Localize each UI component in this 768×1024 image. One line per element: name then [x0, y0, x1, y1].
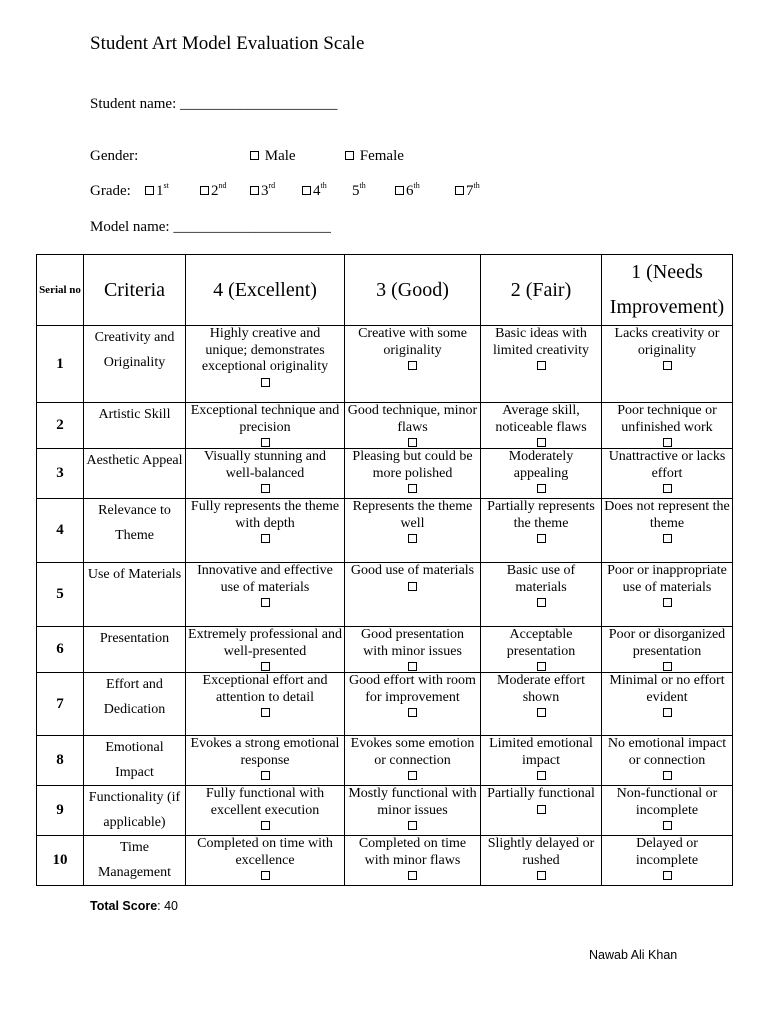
gender-row	[90, 148, 420, 168]
good-description: Represents the theme well	[352, 499, 473, 531]
good-description: Creative with some originality	[358, 326, 467, 358]
grade-option[interactable]: 6th	[395, 183, 420, 200]
good-cell	[345, 736, 481, 786]
header-good: 3 (Good)	[345, 255, 481, 326]
criteria-cell: Effort and Dedication	[84, 673, 186, 736]
fair-description: Partially represents the theme	[487, 499, 595, 531]
table-row	[37, 627, 733, 673]
checkbox-icon[interactable]	[537, 771, 546, 780]
model-name-blank[interactable]: _____________________	[173, 219, 331, 235]
checkbox-icon[interactable]	[663, 534, 672, 543]
table-row	[37, 403, 733, 449]
checkbox-icon[interactable]	[261, 484, 270, 493]
checkbox-icon[interactable]	[663, 708, 672, 717]
fair-description: Basic ideas with limited creativity	[492, 326, 590, 358]
checkbox-icon[interactable]	[345, 151, 354, 160]
fair-description: Moderate effort shown	[497, 673, 585, 705]
excellent-description: Highly creative and unique; demonstrates exceptional originality	[201, 326, 329, 374]
checkbox-icon[interactable]	[408, 821, 417, 830]
student-name-label: Student name:	[90, 96, 177, 112]
excellent-cell	[186, 326, 345, 403]
fair-cell	[481, 449, 602, 499]
checkbox-icon[interactable]	[261, 378, 270, 387]
needs-improvement-cell	[602, 736, 733, 786]
excellent-cell	[186, 786, 345, 836]
checkbox-icon[interactable]	[663, 361, 672, 370]
excellent-cell	[186, 627, 345, 673]
good-cell	[345, 403, 481, 449]
checkbox-icon[interactable]	[408, 582, 417, 591]
checkbox-icon[interactable]	[408, 771, 417, 780]
header-fair: 2 (Fair)	[481, 255, 602, 326]
criteria-cell: Artistic Skill	[84, 403, 186, 449]
fair-cell	[481, 786, 602, 836]
checkbox-icon[interactable]	[537, 805, 546, 814]
checkbox-icon[interactable]	[663, 821, 672, 830]
criteria-cell: Emotional Impact	[84, 736, 186, 786]
checkbox-icon[interactable]	[408, 484, 417, 493]
checkbox-icon[interactable]	[408, 438, 417, 447]
checkbox-icon[interactable]	[537, 708, 546, 717]
excellent-description: Extremely professional and well-presented	[188, 627, 342, 659]
grade-option[interactable]: 5th	[352, 181, 366, 199]
fair-cell	[481, 499, 602, 563]
fair-description: Partially functional	[487, 786, 595, 801]
checkbox-icon[interactable]	[537, 361, 546, 370]
checkbox-icon[interactable]	[261, 438, 270, 447]
excellent-description: Fully functional with excellent execution	[205, 786, 325, 818]
checkbox-icon[interactable]	[408, 361, 417, 370]
serial-number: 3	[37, 449, 84, 499]
needs-improvement-description: Delayed or incomplete	[635, 836, 699, 868]
table-row	[37, 786, 733, 836]
excellent-description: Exceptional effort and attention to detail	[202, 673, 328, 705]
checkbox-icon[interactable]	[261, 598, 270, 607]
excellent-cell	[186, 736, 345, 786]
checkbox-icon[interactable]	[261, 821, 270, 830]
needs-improvement-cell	[602, 563, 733, 627]
checkbox-icon[interactable]	[261, 534, 270, 543]
checkbox-icon[interactable]	[145, 186, 154, 195]
fair-description: Limited emotional impact	[489, 736, 593, 768]
checkbox-icon[interactable]	[408, 662, 417, 671]
excellent-cell	[186, 499, 345, 563]
needs-improvement-description: No emotional impact or connection	[607, 736, 727, 768]
checkbox-icon[interactable]	[537, 871, 546, 880]
gender-option-female[interactable]: Female	[345, 148, 404, 165]
total-score-label: Total Score	[90, 899, 158, 913]
checkbox-icon[interactable]	[663, 662, 672, 671]
model-name-label: Model name:	[90, 219, 170, 235]
excellent-description: Evokes a strong emotional response	[190, 736, 340, 768]
fair-cell	[481, 563, 602, 627]
checkbox-icon[interactable]	[663, 484, 672, 493]
criteria-cell: Creativity and Originality	[84, 326, 186, 403]
excellent-description: Exceptional technique and precision	[190, 403, 340, 435]
criteria-cell: Aesthetic Appeal	[84, 449, 186, 499]
needs-improvement-cell	[602, 403, 733, 449]
student-name-blank[interactable]: _____________________	[180, 96, 338, 112]
model-name-field[interactable]	[90, 219, 331, 236]
checkbox-icon[interactable]	[663, 598, 672, 607]
serial-number: 1	[37, 326, 84, 403]
serial-number: 5	[37, 563, 84, 627]
needs-improvement-cell	[602, 786, 733, 836]
good-cell	[345, 449, 481, 499]
header-needs-improvement: 1 (Needs Improvement)	[602, 255, 733, 326]
good-description: Good presentation with minor issues	[360, 627, 465, 659]
good-cell	[345, 627, 481, 673]
table-row	[37, 449, 733, 499]
excellent-description: Completed on time with excellence	[197, 836, 333, 868]
needs-improvement-cell	[602, 326, 733, 403]
header-criteria: Criteria	[84, 255, 186, 326]
serial-number: 2	[37, 403, 84, 449]
fair-description: Slightly delayed or rushed	[487, 836, 595, 868]
needs-improvement-description: Non-functional or incomplete	[616, 786, 718, 818]
total-score-value: : 40	[157, 899, 179, 913]
checkbox-icon[interactable]	[537, 598, 546, 607]
checkbox-icon[interactable]	[302, 186, 311, 195]
excellent-cell	[186, 836, 345, 886]
good-description: Good technique, minor flaws	[347, 403, 478, 435]
criteria-cell: Relevance to Theme	[84, 499, 186, 563]
checkbox-icon[interactable]	[663, 771, 672, 780]
serial-number: 10	[37, 836, 84, 886]
checkbox-icon[interactable]	[200, 186, 209, 195]
serial-number: 7	[37, 673, 84, 736]
good-description: Good effort with room for improvement	[349, 673, 476, 705]
checkbox-icon[interactable]	[261, 771, 270, 780]
needs-improvement-description: Poor technique or unfinished work	[617, 403, 717, 435]
fair-description: Average skill, noticeable flaws	[495, 403, 587, 435]
needs-improvement-description: Does not represent the theme	[604, 499, 730, 531]
evaluation-table	[36, 254, 733, 886]
table-row	[37, 673, 733, 736]
checkbox-icon[interactable]	[663, 438, 672, 447]
checkbox-icon[interactable]	[261, 662, 270, 671]
checkbox-icon[interactable]	[261, 708, 270, 717]
good-description: Evokes some emotion or connection	[350, 736, 475, 768]
gender-option-male[interactable]: Male	[250, 148, 296, 165]
excellent-cell	[186, 563, 345, 627]
grade-row	[90, 183, 510, 205]
fair-cell	[481, 673, 602, 736]
checkbox-icon[interactable]	[408, 708, 417, 717]
serial-number: 4	[37, 499, 84, 563]
good-cell	[345, 673, 481, 736]
grade-label: Grade:	[90, 183, 131, 199]
excellent-description: Fully represents the theme with depth	[190, 499, 340, 531]
total-score	[90, 899, 178, 913]
fair-cell	[481, 627, 602, 673]
excellent-cell	[186, 403, 345, 449]
table-row	[37, 736, 733, 786]
checkbox-icon[interactable]	[261, 871, 270, 880]
grade-option[interactable]: 2nd	[200, 183, 227, 200]
fair-description: Basic use of materials	[506, 563, 576, 595]
serial-number: 9	[37, 786, 84, 836]
fair-cell	[481, 736, 602, 786]
excellent-cell	[186, 673, 345, 736]
table-row	[37, 326, 733, 403]
grade-option[interactable]: 4th	[302, 183, 327, 200]
needs-improvement-cell	[602, 836, 733, 886]
needs-improvement-description: Poor or inappropriate use of materials	[607, 563, 727, 595]
serial-number: 8	[37, 736, 84, 786]
author-name: Nawab Ali Khan	[589, 948, 678, 962]
checkbox-icon[interactable]	[250, 151, 259, 160]
header-excellent: 4 (Excellent)	[186, 255, 345, 326]
gender-label: Gender:	[90, 148, 139, 164]
excellent-description: Innovative and effective use of materials	[197, 563, 333, 595]
checkbox-icon[interactable]	[537, 662, 546, 671]
grade-option[interactable]: 3rd	[250, 183, 275, 200]
checkbox-icon[interactable]	[395, 186, 404, 195]
fair-cell	[481, 836, 602, 886]
checkbox-icon[interactable]	[250, 186, 259, 195]
good-cell	[345, 499, 481, 563]
checkbox-icon[interactable]	[537, 534, 546, 543]
checkbox-icon[interactable]	[408, 871, 417, 880]
criteria-cell: Time Management	[84, 836, 186, 886]
needs-improvement-cell	[602, 673, 733, 736]
needs-improvement-cell	[602, 499, 733, 563]
needs-improvement-description: Lacks creativity or originality	[614, 326, 720, 358]
good-description: Good use of materials	[350, 563, 475, 578]
needs-improvement-description: Unattractive or lacks effort	[608, 449, 726, 481]
table-row	[37, 836, 733, 886]
criteria-cell: Use of Materials	[84, 563, 186, 627]
criteria-cell: Functionality (if applicable)	[84, 786, 186, 836]
good-description: Completed on time with minor flaws	[358, 836, 467, 868]
fair-description: Acceptable presentation	[506, 627, 576, 659]
fair-cell	[481, 403, 602, 449]
good-cell	[345, 836, 481, 886]
page-title: Student Art Model Evaluation Scale	[90, 33, 365, 54]
needs-improvement-description: Minimal or no effort evident	[609, 673, 725, 705]
checkbox-icon[interactable]	[408, 534, 417, 543]
student-name-field[interactable]	[90, 96, 338, 113]
grade-option[interactable]: 7th	[455, 183, 480, 200]
good-description: Mostly functional with minor issues	[348, 786, 477, 818]
needs-improvement-description: Poor or disorganized presentation	[608, 627, 726, 659]
good-cell	[345, 786, 481, 836]
fair-cell	[481, 326, 602, 403]
good-cell	[345, 563, 481, 627]
needs-improvement-cell	[602, 449, 733, 499]
fair-description: Moderately appealing	[508, 449, 574, 481]
excellent-description: Visually stunning and well-balanced	[203, 449, 327, 481]
header-serial: Serial no	[37, 255, 84, 326]
table-header-row	[37, 255, 733, 326]
excellent-cell	[186, 449, 345, 499]
checkbox-icon[interactable]	[455, 186, 464, 195]
good-description: Pleasing but could be more polished	[352, 449, 473, 481]
checkbox-icon[interactable]	[663, 871, 672, 880]
criteria-cell: Presentation	[84, 627, 186, 673]
table-row	[37, 563, 733, 627]
checkbox-icon[interactable]	[537, 438, 546, 447]
table-row	[37, 499, 733, 563]
good-cell	[345, 326, 481, 403]
needs-improvement-cell	[602, 627, 733, 673]
checkbox-icon[interactable]	[537, 484, 546, 493]
grade-option[interactable]: 1st	[145, 183, 169, 200]
serial-number: 6	[37, 627, 84, 673]
